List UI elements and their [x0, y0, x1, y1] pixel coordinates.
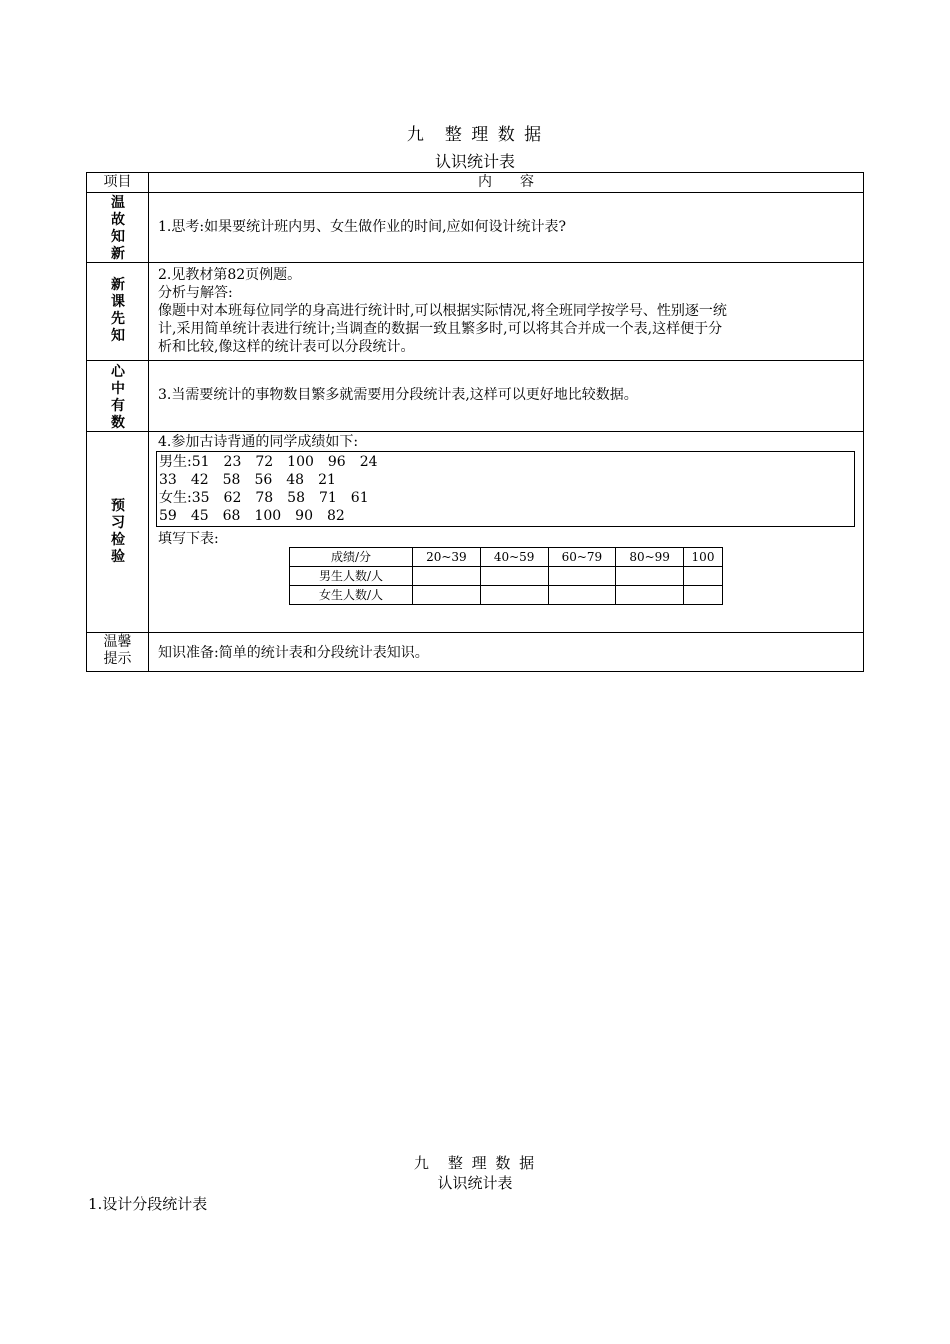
row-content-summary	[148, 360, 864, 432]
scores-line: 男生:51 23 72 100 96 24	[159, 454, 378, 470]
row-label-preview: 新课先知	[86, 262, 149, 361]
lesson-table	[86, 172, 864, 672]
preview-line: 分析与解答:	[158, 285, 233, 301]
review-question: 1.思考:如果要统计班内男、女生做作业的时间,应如何设计统计表?	[158, 219, 567, 235]
header-item: 项目	[86, 172, 149, 193]
score-table-header	[290, 548, 723, 567]
score-header: 20~39	[413, 548, 481, 567]
score-table	[289, 547, 723, 605]
page2-item: 1.设计分段统计表	[88, 1195, 208, 1213]
page2-unit-title: 九 整 理 数 据	[413, 1154, 537, 1172]
score-header: 80~99	[616, 548, 684, 567]
row-label-summary: 心中有数	[86, 360, 149, 432]
preview-line: 像题中对本班每位同学的身高进行统计时,可以根据实际情况,将全班同学按学号、性别逐一统	[158, 303, 727, 319]
lesson-title: 认识统计表	[434, 152, 515, 171]
blank-cell[interactable]	[684, 567, 723, 586]
row-content-preview	[148, 262, 864, 361]
row-label-review: 温故知新	[86, 192, 149, 263]
preview-line: 2.见教材第82页例题。	[158, 267, 302, 283]
header-content: 内 容	[148, 172, 864, 193]
preview-line: 析和比较,像这样的统计表可以分段统计。	[158, 339, 415, 355]
blank-cell[interactable]	[684, 586, 723, 605]
row-content-review	[148, 192, 864, 263]
fill-prompt: 填写下表:	[158, 531, 219, 547]
unit-title: 九 整 理 数 据	[406, 125, 544, 145]
blank-cell[interactable]	[480, 567, 548, 586]
score-header: 成绩/分	[290, 548, 413, 567]
row-label-tip: 温馨提示	[86, 632, 149, 672]
score-header: 60~79	[548, 548, 616, 567]
blank-cell[interactable]	[548, 586, 616, 605]
blank-cell[interactable]	[480, 586, 548, 605]
blank-cell[interactable]	[413, 586, 481, 605]
score-header: 100	[684, 548, 723, 567]
scores-box	[156, 451, 855, 527]
scores-line: 女生:35 62 78 58 71 61	[159, 490, 369, 506]
tip-text: 知识准备:简单的统计表和分段统计表知识。	[158, 645, 429, 661]
score-row-label: 男生人数/人	[290, 567, 413, 586]
page2-lesson-title: 认识统计表	[437, 1174, 513, 1192]
score-row-label: 女生人数/人	[290, 586, 413, 605]
summary-text: 3.当需要统计的事物数目繁多就需要用分段统计表,这样可以更好地比较数据。	[158, 387, 638, 403]
preview-line: 计,采用简单统计表进行统计;当调查的数据一致且繁多时,可以将其合并成一个表,这样便于分	[158, 321, 723, 337]
blank-cell[interactable]	[616, 586, 684, 605]
row-content-tip	[148, 632, 864, 672]
scores-line: 59 45 68 100 90 82	[159, 508, 345, 524]
scores-line: 33 42 58 56 48 21	[159, 472, 336, 488]
blank-cell[interactable]	[548, 567, 616, 586]
score-row-boys	[290, 567, 723, 586]
blank-cell[interactable]	[616, 567, 684, 586]
score-header: 40~59	[480, 548, 548, 567]
blank-cell[interactable]	[413, 567, 481, 586]
check-question: 4.参加古诗背通的同学成绩如下:	[158, 434, 359, 450]
score-row-girls	[290, 586, 723, 605]
row-content-check	[148, 431, 864, 633]
row-label-check: 预习检验	[86, 431, 149, 633]
